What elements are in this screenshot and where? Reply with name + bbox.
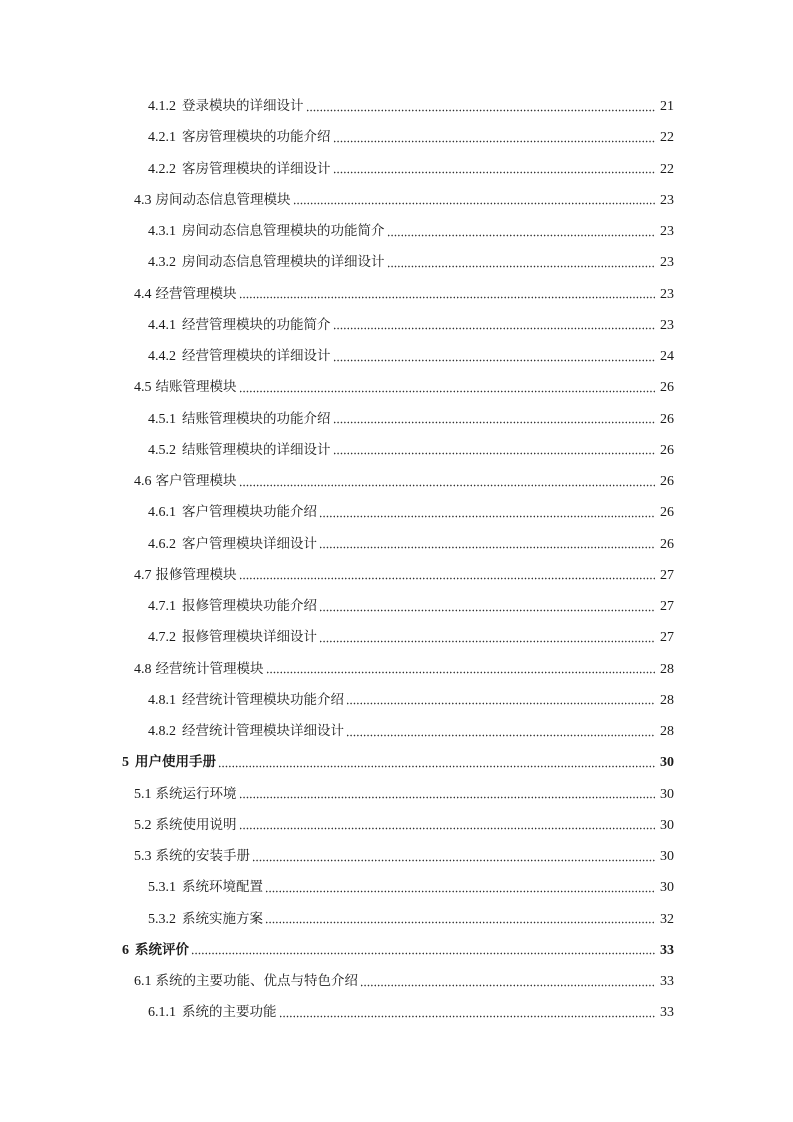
toc-entry-title: 客户管理模块详细设计 (182, 535, 317, 552)
toc-entry[interactable] (0, 185, 793, 216)
toc-entry-number: 4.7.2 (148, 630, 176, 646)
dot-leader (306, 100, 656, 114)
dot-leader (333, 162, 656, 176)
toc-entry-page-number: 26 (660, 505, 674, 521)
toc-entry-number: 4.3.1 (148, 224, 176, 239)
toc-entry[interactable] (0, 904, 793, 935)
table-of-contents (0, 91, 793, 1029)
toc-entry[interactable] (0, 529, 793, 560)
dot-leader (319, 537, 655, 551)
toc-entry-number: 4.2.1 (148, 130, 176, 146)
toc-entry-page-number: 30 (660, 755, 674, 771)
toc-entry-title: 经营统计管理模块详细设计 (182, 723, 344, 739)
toc-entry[interactable] (0, 497, 793, 528)
toc-entry-number: 4.4.2 (148, 349, 176, 364)
toc-entry-page-number: 24 (660, 349, 674, 364)
toc-entry[interactable] (0, 654, 793, 685)
toc-entry-page-number: 26 (660, 411, 674, 427)
dot-leader (252, 850, 655, 864)
toc-entry-page-number: 23 (660, 255, 674, 271)
dot-leader (319, 600, 655, 614)
toc-entry-page-number: 26 (660, 474, 674, 489)
dot-leader (387, 225, 656, 239)
toc-entry-page-number: 23 (660, 317, 674, 333)
toc-entry-number: 5 (122, 755, 129, 771)
dot-leader (333, 350, 656, 364)
toc-entry-title: 系统环境配置 (182, 879, 263, 896)
toc-entry-number: 4.5.2 (148, 442, 176, 458)
toc-entry-page-number: 30 (660, 880, 674, 896)
toc-entry[interactable] (0, 685, 793, 716)
dot-leader (387, 256, 656, 270)
toc-entry-page-number: 28 (660, 692, 674, 708)
toc-entry-number: 5.3 (134, 849, 152, 864)
toc-entry-title: 结账管理模块的详细设计 (182, 441, 331, 458)
toc-entry-number: 4.6.2 (148, 536, 176, 552)
toc-entry-title: 系统的主要功能、优点与特色介绍 (155, 973, 358, 989)
toc-entry[interactable] (0, 435, 793, 466)
toc-entry-page-number: 30 (660, 849, 674, 864)
toc-entry-page-number: 23 (660, 192, 674, 208)
dot-leader (333, 412, 656, 426)
toc-entry[interactable] (0, 935, 793, 966)
toc-entry[interactable] (0, 966, 793, 997)
toc-entry-number: 4.2.2 (148, 161, 176, 177)
dot-leader (346, 693, 655, 707)
toc-entry-number: 4.7 (134, 567, 152, 583)
toc-entry-title: 系统评价 (135, 941, 189, 958)
toc-entry-page-number: 22 (660, 130, 674, 146)
toc-entry-title: 用户使用手册 (135, 754, 216, 771)
toc-entry-page-number: 30 (660, 786, 674, 802)
toc-entry[interactable] (0, 872, 793, 903)
toc-entry-title: 房间动态信息管理模块的功能简介 (182, 223, 385, 239)
dot-leader (239, 787, 656, 801)
toc-entry-title: 客户管理模块功能介绍 (182, 504, 317, 521)
toc-entry-page-number: 30 (660, 817, 674, 833)
toc-entry-number: 5.2 (134, 817, 152, 833)
dot-leader (266, 662, 656, 676)
toc-entry-title: 系统运行环境 (155, 785, 237, 802)
toc-entry-number: 4.8 (134, 661, 152, 677)
toc-entry-title: 系统的安装手册 (155, 848, 250, 864)
dot-leader (265, 912, 655, 926)
toc-entry-page-number: 27 (660, 630, 674, 646)
toc-entry-title: 客房管理模块的功能介绍 (182, 129, 331, 146)
toc-entry-page-number: 33 (660, 1005, 674, 1021)
dot-leader (293, 193, 656, 207)
toc-entry-number: 4.8.2 (148, 724, 176, 739)
toc-entry-number: 5.3.1 (148, 880, 176, 896)
toc-entry[interactable] (0, 716, 793, 747)
toc-entry-title: 系统实施方案 (182, 910, 263, 927)
toc-entry-page-number: 33 (660, 942, 674, 958)
toc-entry[interactable] (0, 841, 793, 872)
toc-entry-page-number: 32 (660, 911, 674, 927)
dot-leader (239, 381, 656, 395)
toc-entry-title: 报修管理模块 (155, 566, 237, 583)
dot-leader (346, 725, 655, 739)
dot-leader (333, 443, 656, 457)
dot-leader (333, 318, 656, 332)
toc-entry-number: 5.1 (134, 786, 152, 802)
toc-entry-title: 经营管理模块的功能简介 (182, 316, 331, 333)
toc-entry-title: 登录模块的详细设计 (182, 98, 304, 114)
dot-leader (360, 975, 655, 989)
toc-entry[interactable] (0, 779, 793, 810)
toc-entry-number: 4.6 (134, 474, 152, 489)
toc-entry-page-number: 23 (660, 286, 674, 302)
toc-entry-number: 6.1 (134, 974, 152, 989)
dot-leader (239, 475, 656, 489)
dot-leader (279, 1006, 656, 1020)
toc-entry-page-number: 28 (660, 724, 674, 739)
toc-entry[interactable] (0, 154, 793, 185)
toc-entry-title: 结账管理模块 (155, 379, 237, 396)
toc-entry[interactable] (0, 622, 793, 653)
toc-entry-title: 结账管理模块的功能介绍 (182, 410, 331, 427)
dot-leader (239, 818, 656, 832)
toc-entry-number: 4.5.1 (148, 411, 176, 427)
toc-entry-title: 经营管理模块 (155, 285, 237, 302)
toc-entry[interactable] (0, 310, 793, 341)
toc-entry-title: 房间动态信息管理模块 (155, 191, 291, 208)
toc-entry-title: 报修管理模块功能介绍 (182, 598, 317, 614)
dot-leader (218, 756, 655, 770)
toc-entry-title: 系统的主要功能 (182, 1004, 277, 1021)
toc-entry-page-number: 27 (660, 599, 674, 614)
toc-entry-page-number: 23 (660, 224, 674, 239)
toc-entry-number: 5.3.2 (148, 911, 176, 927)
toc-entry[interactable] (0, 747, 793, 778)
toc-entry-title: 经营统计管理模块 (155, 660, 264, 677)
toc-entry-page-number: 21 (660, 99, 674, 114)
toc-entry-number: 4.3.2 (148, 255, 176, 271)
toc-entry[interactable] (0, 810, 793, 841)
toc-entry-number: 4.6.1 (148, 505, 176, 521)
dot-leader (239, 287, 656, 301)
toc-entry-number: 4.3 (134, 192, 152, 208)
toc-entry[interactable] (0, 372, 793, 403)
toc-entry[interactable] (0, 91, 793, 122)
toc-entry-title: 报修管理模块详细设计 (182, 629, 317, 646)
toc-entry-number: 4.5 (134, 380, 152, 396)
toc-entry-title: 经营管理模块的详细设计 (182, 348, 331, 364)
dot-leader (265, 881, 655, 895)
toc-entry-title: 客户管理模块 (155, 473, 237, 489)
toc-entry-number: 4.4 (134, 286, 152, 302)
toc-entry[interactable] (0, 216, 793, 247)
toc-entry-page-number: 26 (660, 536, 674, 552)
toc-entry[interactable] (0, 997, 793, 1028)
toc-entry-number: 4.7.1 (148, 599, 176, 614)
toc-entry[interactable] (0, 404, 793, 435)
dot-leader (319, 631, 655, 645)
toc-entry-number: 6.1.1 (148, 1005, 176, 1021)
dot-leader (239, 568, 656, 582)
toc-entry-title: 系统使用说明 (155, 816, 237, 833)
toc-entry-title: 房间动态信息管理模块的详细设计 (182, 254, 385, 271)
toc-entry-page-number: 28 (660, 661, 674, 677)
dot-leader (319, 506, 655, 520)
toc-entry[interactable] (0, 122, 793, 153)
toc-entry[interactable] (0, 279, 793, 310)
toc-entry-page-number: 27 (660, 567, 674, 583)
toc-entry-title: 经营统计管理模块功能介绍 (182, 691, 344, 708)
dot-leader (191, 943, 655, 957)
toc-entry-number: 6 (122, 942, 129, 958)
toc-entry-title: 客房管理模块的详细设计 (182, 160, 331, 177)
toc-entry[interactable] (0, 591, 793, 622)
toc-entry-page-number: 26 (660, 442, 674, 458)
dot-leader (333, 131, 656, 145)
toc-entry-page-number: 26 (660, 380, 674, 396)
toc-entry-number: 4.8.1 (148, 692, 176, 708)
toc-entry[interactable] (0, 466, 793, 497)
toc-entry[interactable] (0, 341, 793, 372)
toc-entry[interactable] (0, 247, 793, 278)
toc-entry-page-number: 22 (660, 161, 674, 177)
toc-entry-page-number: 33 (660, 974, 674, 989)
toc-entry[interactable] (0, 560, 793, 591)
toc-entry-number: 4.1.2 (148, 99, 176, 114)
toc-entry-number: 4.4.1 (148, 317, 176, 333)
